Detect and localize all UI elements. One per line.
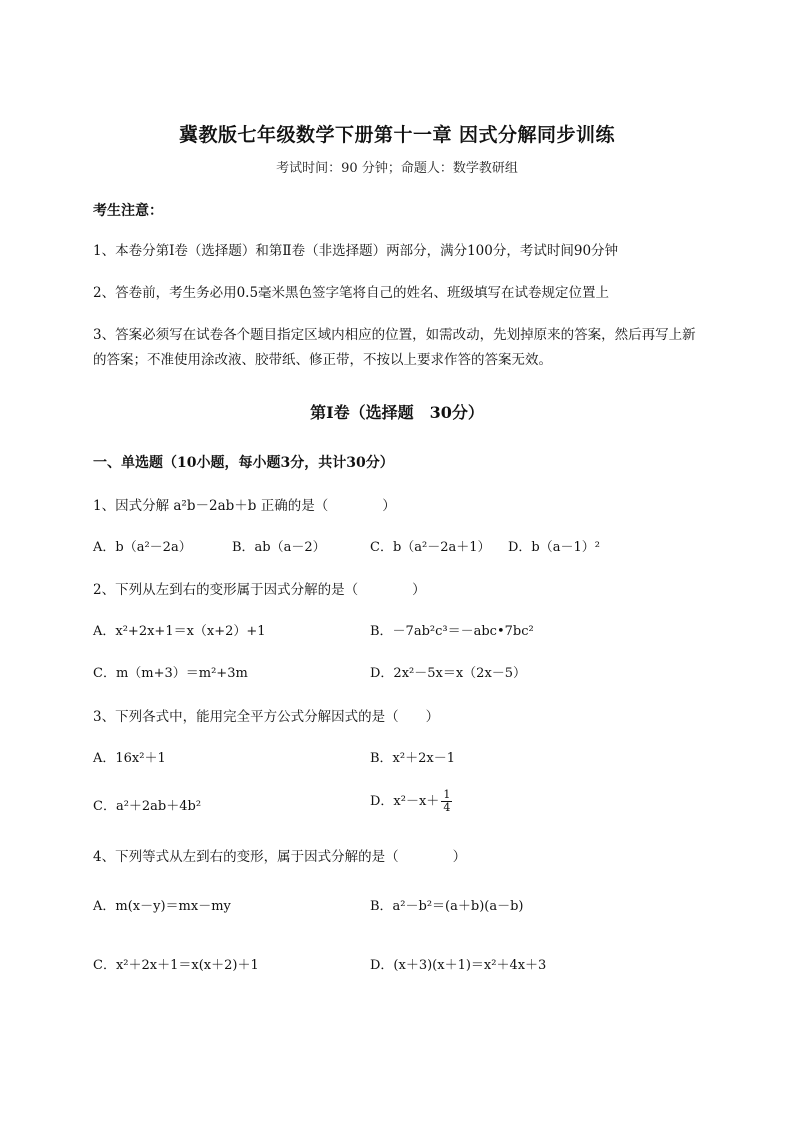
q2-option-b[interactable]: B．－7ab²c³＝－abc•7bc² bbox=[370, 624, 534, 639]
q2-option-c[interactable]: C．m（m+3）＝m²+3m bbox=[93, 666, 248, 681]
q4-option-d[interactable]: D．(x＋3)(x＋1)＝x²＋4x＋3 bbox=[370, 958, 547, 973]
q1-option-b[interactable]: B．ab（a－2） bbox=[232, 540, 326, 555]
q3-option-b[interactable]: B．x²＋2x－1 bbox=[370, 751, 455, 766]
question-2-stem: 2、下列从左到右的变形属于因式分解的是（ ） bbox=[93, 582, 426, 598]
exam-subtitle: 考试时间：90 分钟；命题人：数学教研组 bbox=[276, 161, 518, 176]
section-title: 第Ⅰ卷（选择题 30分） bbox=[310, 403, 484, 422]
question-3-stem: 3、下列各式中，能用完全平方公式分解因式的是（ ） bbox=[93, 709, 440, 725]
fraction-numerator: 1 bbox=[443, 788, 451, 801]
q4-option-b[interactable]: B．a²－b²＝(a＋b)(a－b) bbox=[370, 899, 524, 914]
question-1-stem: 1、因式分解 a²b－2ab＋b 正确的是（ ） bbox=[93, 498, 396, 514]
q3-option-a[interactable]: A．16x²＋1 bbox=[93, 751, 166, 766]
q3-option-d[interactable] bbox=[370, 789, 452, 814]
q3-option-c[interactable]: C．a²＋2ab＋4b² bbox=[93, 799, 202, 814]
notice-item-1: 1、本卷分第Ⅰ卷（选择题）和第Ⅱ卷（非选择题）两部分，满分100分，考试时间90分钟 bbox=[93, 243, 619, 259]
q1-option-a[interactable]: A．b（a²－2a） bbox=[93, 540, 192, 555]
q1-option-c[interactable]: C．b（a²－2a＋1） bbox=[370, 540, 491, 555]
q4-option-c[interactable]: C．x²＋2x＋1＝x(x＋2)＋1 bbox=[93, 958, 259, 973]
notice-heading: 考生注意： bbox=[93, 203, 163, 219]
fraction-one-quarter bbox=[441, 789, 452, 814]
notice-item-3: 3、答案必须写在试卷各个题目指定区域内相应的位置，如需改动，先划掉原来的答案，然后再写上新 bbox=[93, 327, 696, 343]
q2-option-a[interactable]: A．x²+2x+1＝x（x+2）+1 bbox=[93, 624, 266, 639]
question-4-stem: 4、下列等式从左到右的变形，属于因式分解的是（ ） bbox=[93, 849, 467, 865]
notice-item-2: 2、答卷前，考生务必用0.5毫米黑色签字笔将自己的姓名、班级填写在试卷规定位置上 bbox=[93, 285, 610, 301]
q1-option-d[interactable]: D．b（a－1）² bbox=[508, 540, 600, 555]
notice-item-3-continued: 的答案；不准使用涂改液、胶带纸、修正带，不按以上要求作答的答案无效。 bbox=[93, 352, 552, 368]
fraction-denominator: 4 bbox=[443, 801, 451, 814]
q4-option-a[interactable]: A．m(x－y)＝mx－my bbox=[93, 899, 231, 914]
part-heading: 一、单选题（10小题，每小题3分，共计30分） bbox=[93, 455, 394, 471]
page-title: 冀教版七年级数学下册第十一章 因式分解同步训练 bbox=[178, 124, 616, 146]
q2-option-d[interactable]: D．2x²－5x＝x（2x－5） bbox=[370, 666, 527, 681]
q3-option-d-text: D．x²－x＋ bbox=[370, 794, 440, 809]
